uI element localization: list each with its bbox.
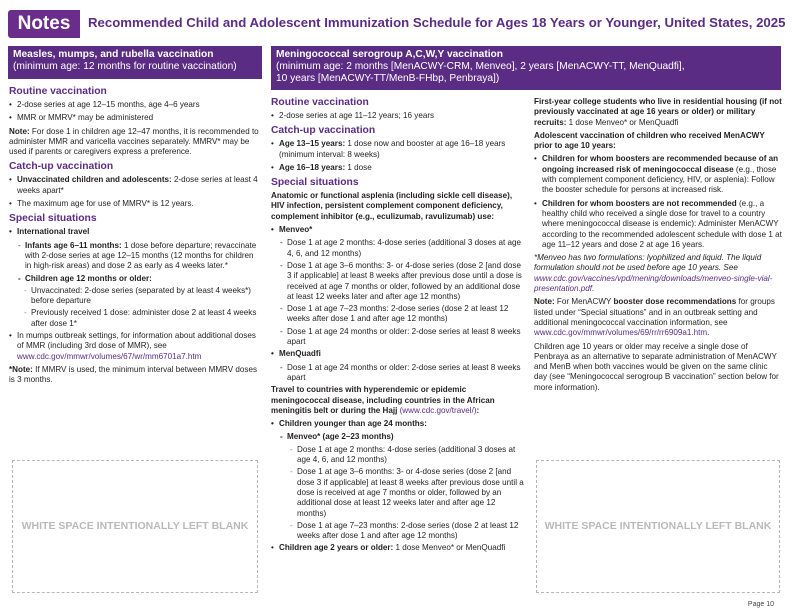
- mmr-unvax-item: - Unvaccinated: 2-dose series (separated by at least 4 weeks*) before departure: [9, 286, 261, 307]
- mening-catchup-item: • Age 13–15 years: 1 dose now and booster at age 16–18 years (minimum interval: 8 weeks): [271, 139, 525, 160]
- mmr-special-heading: Special situations: [9, 213, 97, 225]
- travel-menveo-item: - Menveo* (age 2–23 months): [271, 432, 525, 442]
- mening-catchup-item: • Age 16–18 years: 1 dose: [271, 163, 525, 173]
- asplenia-heading: Anatomic or functional asplenia (including sickle cell disease), HIV infection, persistent complement component deficiency, complement inhibitor (e.g., eculizumab, ravulizumab) use:: [271, 191, 513, 221]
- booster-item: • Children for whom boosters are recommended because of an ongoing increased risk of meningococcal disease (e.g., those with complement component deficiency, HIV, or asplenia): Follow the booster schedule for persons at increased risk.: [534, 154, 782, 195]
- travel-young-item: • Children younger than age 24 months:: [271, 419, 525, 429]
- travel-dose-item: - Dose 1 at age 2 months: 4-dose series (additional 3 doses at age 4, 6, and 12 months): [271, 445, 525, 466]
- mmr-outbreak-item: • In mumps outbreak settings, for information about additional doses of MMR (including 3rd dose of MMR), see www.cdc.gov/mmwr/volumes/67/wr/mm6701a7.htm: [9, 331, 261, 362]
- mening-column-3: [534, 97, 782, 396]
- mmwr-link[interactable]: www.cdc.gov/mmwr/volumes/69/rr/rr6909a1.htm: [534, 328, 708, 338]
- mmr-title: Measles, mumps, and rubella vaccination: [13, 49, 214, 60]
- menveo-dose-item: - Dose 1 at age 7–23 months: 2-dose series (dose 2 at least 12 weeks after dose 1 and after age 12 months): [271, 304, 525, 325]
- mening-section-bar: [271, 46, 781, 90]
- mening-routine-heading: Routine vaccination: [271, 97, 369, 108]
- mmr-outbreak-link[interactable]: www.cdc.gov/mmwr/volumes/67/wr/mm6701a7.htm: [17, 351, 202, 361]
- mmr-section-bar: [8, 46, 262, 79]
- white-space-left: WHITE SPACE INTENTIONALLY LEFT BLANK: [12, 460, 258, 593]
- page-header: [8, 10, 788, 38]
- travel-link[interactable]: (www.cdc.gov/travel/): [399, 405, 477, 415]
- mmr-infants-item: - Infants age 6–11 months: 1 dose before departure; revaccinate with 2-dose series at age 12–15 months (12 months for children in high-risk areas) and dose 2 as early as 4 weeks later.*: [9, 241, 261, 272]
- menveo-dose-item: - Dose 1 at age 2 months: 4-dose series (additional 3 doses at age 4, 6, and 12 months): [271, 238, 525, 259]
- mmr-routine-heading: Routine vaccination: [9, 86, 107, 97]
- travel-age2-item: • Children age 2 years or older: 1 dose Menveo* or MenQuadfi: [271, 543, 525, 553]
- menquadfi-dose-item: - Dose 1 at age 24 months or older: 2-dose series at least 8 weeks apart: [271, 363, 525, 384]
- page-title: Recommended Child and Adolescent Immunization Schedule for Ages 18 Years or Younger, United States, 2025: [88, 15, 786, 30]
- travel-heading: Travel to countries with hyperendemic or epidemic meningococcal disease, including countries in the African meningitis belt or during the Hajj (www.cdc.gov/travel/):: [271, 385, 495, 415]
- menquadfi-item: • MenQuadfi: [271, 349, 525, 359]
- white-space-right: WHITE SPACE INTENTIONALLY LEFT BLANK: [536, 460, 780, 593]
- notes-tab: Notes: [8, 10, 80, 38]
- mening-catchup-heading: Catch-up vaccination: [271, 125, 376, 137]
- penbraya-note: Children age 10 years or older may receive a single dose of Penbraya as an alternative to separate administration of MenACWY and MenB when both vaccines would be given on the same clinic day (see “Meningococcal serogroup B vaccination” section below for more information).: [534, 341, 779, 392]
- mening-min-age-2: 10 years [MenACWY-TT/MenB-FHbp, Penbraya]): [276, 73, 500, 84]
- menveo-pdf-link[interactable]: www.cdc.gov/vaccines/vpd/mening/downloads/menveo-single-vial-presentation.pdf: [534, 273, 773, 294]
- mening-column: [271, 93, 525, 557]
- menveo-item: • Menveo*: [271, 225, 525, 235]
- mmr-footnote: *Note: If MMRV is used, the minimum interval between MMRV doses is 3 months.: [9, 364, 258, 385]
- page-number: Page 10: [747, 601, 774, 608]
- mening-min-age: (minimum age: 2 months [MenACWY-CRM, Menveo], 2 years [MenACWY-TT, MenQuadfi],: [276, 61, 685, 72]
- booster-note: Note: For MenACWY booster dose recommendations for groups listed under “Special situations” and in an outbreak setting and additional meningococcal vaccination information, see www.cdc.gov/mmwr/volumes/69/rr/rr6909a1.htm.: [534, 297, 775, 338]
- mmr-routine-item: • 2-dose series at age 12–15 months, age 4–6 years: [9, 100, 261, 110]
- mmr-catchup-heading: Catch-up vaccination: [9, 161, 114, 173]
- college-item: First-year college students who live in residential housing (if not previously vaccinated at age 16 years or older) or military recruits: 1 dose Menveo* or MenQuadfi: [534, 97, 782, 127]
- no-booster-item: • Children for whom boosters are not recommended (e.g., a healthy child who received a single dose for travel to a country where meningococcal disease is endemic): Administer MenACWY according to the recommended adolescent schedule with dose 1 at age 11–12 years and dose 2 at age 16 years.: [534, 199, 782, 250]
- mmr-column: [9, 82, 261, 389]
- mening-routine-item: • 2-dose series at age 11–12 years; 16 years: [271, 111, 525, 121]
- menveo-dose-item: - Dose 1 at age 24 months or older: 2-dose series at least 8 weeks apart: [271, 327, 525, 348]
- mmr-catchup-item: • Unvaccinated children and adolescents: 2-dose series at least 4 weeks apart*: [9, 175, 261, 196]
- mmr-min-age: (minimum age: 12 months for routine vaccination): [13, 61, 237, 72]
- mmr-older-item: - Children age 12 months or older:: [9, 274, 261, 284]
- mmr-note: Note: For dose 1 in children age 12–47 months, it is recommended to administer MMR and varicella vaccines separately. MMRV* may be used if parents or caregivers express a preference.: [9, 126, 259, 157]
- mening-title: Meningococcal serogroup A,C,W,Y vaccination: [276, 49, 503, 60]
- adolescent-heading: Adolescent vaccination of children who received MenACWY prior to age 10 years:: [534, 130, 765, 151]
- mmr-travel-item: • International travel: [9, 227, 261, 237]
- mmr-catchup-item: • The maximum age for use of MMRV* is 12 years.: [9, 199, 261, 209]
- travel-dose-item: - Dose 1 at age 3–6 months: 3- or 4-dose series (dose 2 [and dose 3 if applicable] at least 8 weeks after previous dose until a dose is received at age 7 months or older, followed by an additional dose at least 12 weeks later and after age 12 months): [271, 467, 525, 518]
- mening-special-heading: Special situations: [271, 177, 359, 189]
- mmr-prev-item: - Previously received 1 dose: administer dose 2 at least 4 weeks after dose 1*: [9, 308, 261, 329]
- mmr-routine-item: • MMR or MMRV* may be administered: [9, 113, 261, 123]
- menveo-dose-item: - Dose 1 at age 3–6 months: 3- or 4-dose series (dose 2 [and dose 3 if applicable] at least 8 weeks after previous dose until a dose is received at age 7 months or older, followed by an additional dose at least 12 weeks later and after age 12 months): [271, 261, 525, 302]
- travel-dose-item: - Dose 1 at age 7–23 months: 2-dose series (dose 2 at least 12 weeks after dose 1 and after age 12 months): [271, 521, 525, 542]
- menveo-formulation-note: *Menveo has two formulations: lyophilized and liquid. The liquid formulation should not be used before age 10 years. See www.cdc.gov/vaccines/vpd/mening/downloads/menveo-single-vial-presentation.pdf.: [534, 253, 773, 294]
